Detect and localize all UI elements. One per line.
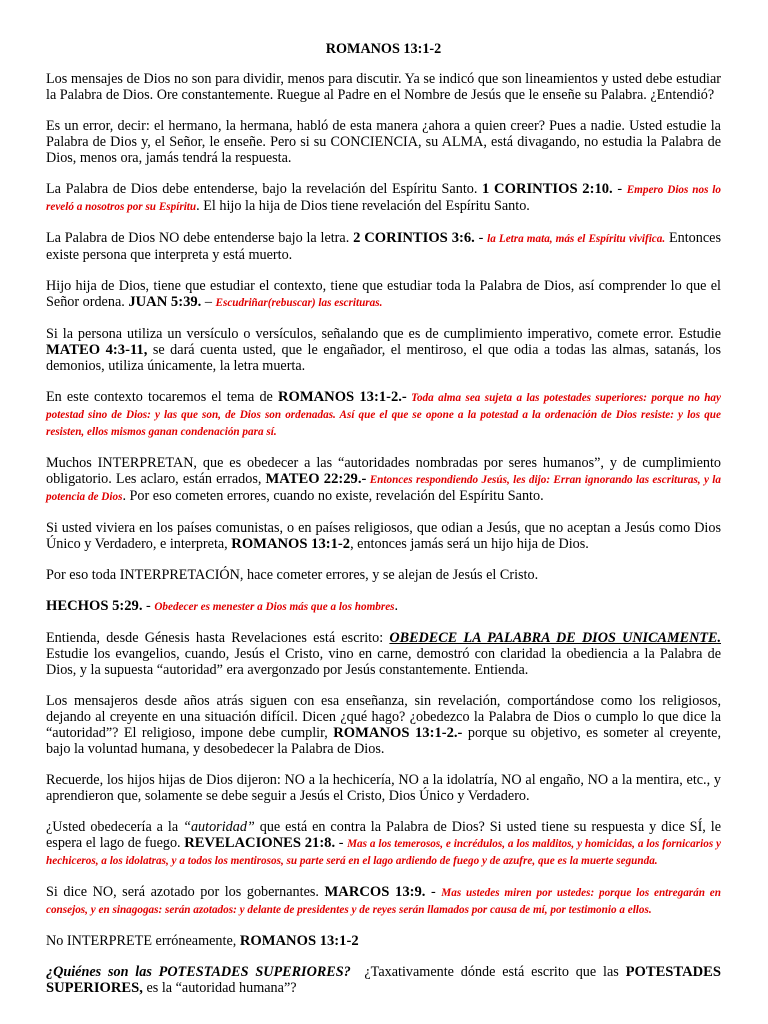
bible-reference: JUAN 5:39. (128, 294, 202, 310)
paragraph-6 (46, 326, 721, 374)
bible-reference: MARCOS 13:9. (324, 884, 426, 900)
text: En este contexto tocaremos el tema de (46, 389, 278, 405)
text: La Palabra de Dios NO debe entenderse bajo la letra. (46, 230, 354, 246)
text: porque su objetivo, es someter al creyente, bajo la voluntad humana, y desobedecer la Palabra de Dios. (46, 725, 721, 757)
text: Entonces existe persona que interpreta y está muerto. (46, 230, 721, 263)
verse-quote: Obedecer es menester a Dios más que a los hombres (154, 601, 395, 613)
verse-quote: Escudriñar(rebuscar) las escrituras. (215, 297, 383, 309)
emphasis-text: OBEDECE LA PALABRA DE DIOS UNICAMENTE. (389, 630, 722, 646)
verse-quote: Toda alma sea sujeta a las potestades superiores: porque no hay potestad sino de Dios: y las que son, de Dios son ordenadas. Así que el que se opone a la potestad a la ordenación de Dios resiste: y los que resisten, ellos mismos ganan condenación para sí. (46, 392, 721, 438)
text: Entienda, desde Génesis hasta Revelaciones está escrito: (46, 630, 390, 646)
bold-text: POTESTADES SUPERIORES, (46, 964, 722, 996)
separator: - (142, 598, 155, 614)
bible-reference: MATEO 4:3-11, (46, 342, 148, 358)
verse-quote: la Letra mata, más el Espíritu vivifica. (487, 233, 666, 245)
bible-reference: HECHOS 5:29. (46, 598, 143, 614)
text: ¿Usted obedecería a la (46, 819, 184, 835)
paragraph-2: Es un error, decir: el hermano, la hermana, habló de esta manera ¿ahora a quien creer? Pues a nadie. Usted estudie la Palabra de Dios y, el Señor, le enseñe. Pero si su CONCIENCIA, su ALMA, está divagando, no estudia la Palabra de Dios, menos ora, jamás tendrá la respuesta. (46, 118, 721, 166)
paragraph-3 (46, 181, 721, 215)
bible-reference: ROMANOS 13:1-2 (239, 933, 359, 949)
text: Si dice NO, será azotado por los gobernantes. (46, 884, 325, 900)
document-title: ROMANOS 13:1-2 (325, 41, 442, 57)
text: . Por eso cometen errores, cuando no existe, revelación del Espíritu Santo. (122, 488, 544, 504)
separator: – (201, 294, 216, 310)
paragraph-9 (46, 520, 721, 552)
text: No INTERPRETE erróneamente, (46, 933, 240, 949)
paragraph-18 (46, 964, 721, 996)
separator: - (335, 835, 348, 851)
text: que está en contra la Palabra de Dios? Si usted tiene su respuesta y dice SÍ, le espera el lago de fuego. (46, 819, 722, 851)
verse-quote: Mas ustedes miren por ustedes: porque los entregarán en consejos, y en sinagogas: serán azotados: y delante de presidentes y de reyes serán llamados por causa de mí, por testimonio a ellos. (46, 887, 721, 916)
paragraph-8 (46, 455, 721, 505)
paragraph-15 (46, 819, 721, 869)
paragraph-4 (46, 230, 721, 263)
paragraph-17 (46, 933, 721, 949)
paragraph-5 (46, 278, 721, 311)
paragraph-11 (46, 598, 721, 615)
separator: - (425, 884, 442, 900)
separator: - (612, 181, 627, 197)
text: Si usted viviera en los países comunistas, o en países religiosos, que odian a Jesús, que no aceptan a Jesús como Dios Único y Verdadero, e interpreta, (46, 520, 721, 552)
paragraph-14: Recuerde, los hijos hijas de Dios dijeron: NO a la hechicería, NO a la idolatría, NO al engaño, NO a la mentira, etc., y aprendieron que, solamente se debe seguir a Jesús el Cristo, Dios Único y Verdadero. (46, 772, 721, 804)
bible-reference: REVELACIONES 21:8. (184, 835, 336, 851)
text: Estudie los evangelios, cuando, Jesús el Cristo, vino en carne, demostró con claridad la obediencia a la Palabra de Dios, y la supuesta “autoridad” era avergonzado por Jesús constantemente. Entienda. (46, 646, 721, 678)
bible-reference: ROMANOS 13:1-2 (231, 536, 351, 552)
question-text: ¿Quiénes son las POTESTADES SUPERIORES? (46, 964, 351, 980)
bible-reference: MATEO 22:29.- (265, 471, 367, 487)
paragraph-12 (46, 630, 721, 678)
text: . (394, 598, 399, 614)
text: Muchos INTERPRETAN, que es obedecer a las “autoridades nombradas por seres humanos”, y de cumplimiento obligatorio. Les aclaro, están errados, (46, 455, 721, 487)
verse-quote: Empero Dios nos lo reveló a nosotros por su Espíritu (46, 184, 721, 213)
paragraph-7 (46, 389, 721, 440)
paragraph-16 (46, 884, 721, 918)
bible-reference: ROMANOS 13:1-2.- (277, 389, 407, 405)
paragraph-13 (46, 693, 721, 757)
text: Si la persona utiliza un versículo o versículos, señalando que es de cumplimiento imperativo, comete error. Estudie (46, 326, 721, 342)
document-page (46, 41, 721, 1011)
paragraph-10: Por eso toda INTERPRETACIÓN, hace cometer errores, y se alejan de Jesús el Cristo. (46, 567, 539, 583)
text: es la “autoridad humana”? (142, 980, 297, 996)
separator: - (474, 230, 488, 246)
text: se dará cuenta usted, que le engañador, el mentiroso, el que odia a todas las almas, satanás, los demonios, utiliza únicamente, la letra muerta. (46, 342, 721, 374)
bible-reference: 1 CORINTIOS 2:10. (482, 181, 613, 197)
verse-quote: Mas a los temerosos, e incrédulos, a los malditos, y homicidas, a los fornicarios y hechiceros, a los idolatras, y a todos los mentirosos, su parte será en el lago ardiendo de fuego y de azufre, que es la muerte segunda. (46, 838, 722, 867)
verse-quote: Entonces respondiendo Jesús, les dijo: Erran ignorando las escrituras, y la potencia de Dios (46, 474, 722, 503)
text: La Palabra de Dios debe entenderse, bajo la revelación del Espíritu Santo. (46, 181, 483, 197)
bible-reference: ROMANOS 13:1-2.- (333, 725, 463, 741)
text: , entonces jamás será un hijo hija de Dios. (350, 536, 589, 552)
text: ¿Taxativamente dónde está escrito que las (350, 964, 626, 980)
text: Hijo hija de Dios, tiene que estudiar el contexto, tiene que estudiar toda la Palabra de Dios, así comprender lo que el Señor ordena. (46, 278, 721, 310)
text: . El hijo la hija de Dios tiene revelación del Espíritu Santo. (196, 198, 530, 214)
paragraph-1: Los mensajes de Dios no son para dividir, menos para discutir. Ya se indicó que son lineamientos y usted debe estudiar la Palabra de Dios. Ore constantemente. Ruegue al Padre en el Nombre de Jesús que le enseñe su Palabra. ¿Entendió? (46, 71, 721, 103)
text: Los mensajeros desde años atrás siguen con esa enseñanza, sin revelación, comportándose como los religiosos, dejando al creyente en una situación difícil. Dicen ¿qué hago? ¿obedezco la Palabra de Dios o cumplo lo que dice la “autoridad”? El religioso, impone debe cumplir, (46, 693, 721, 741)
bible-reference: 2 CORINTIOS 3:6. (353, 230, 475, 246)
italic-text: “autoridad” (183, 819, 255, 835)
